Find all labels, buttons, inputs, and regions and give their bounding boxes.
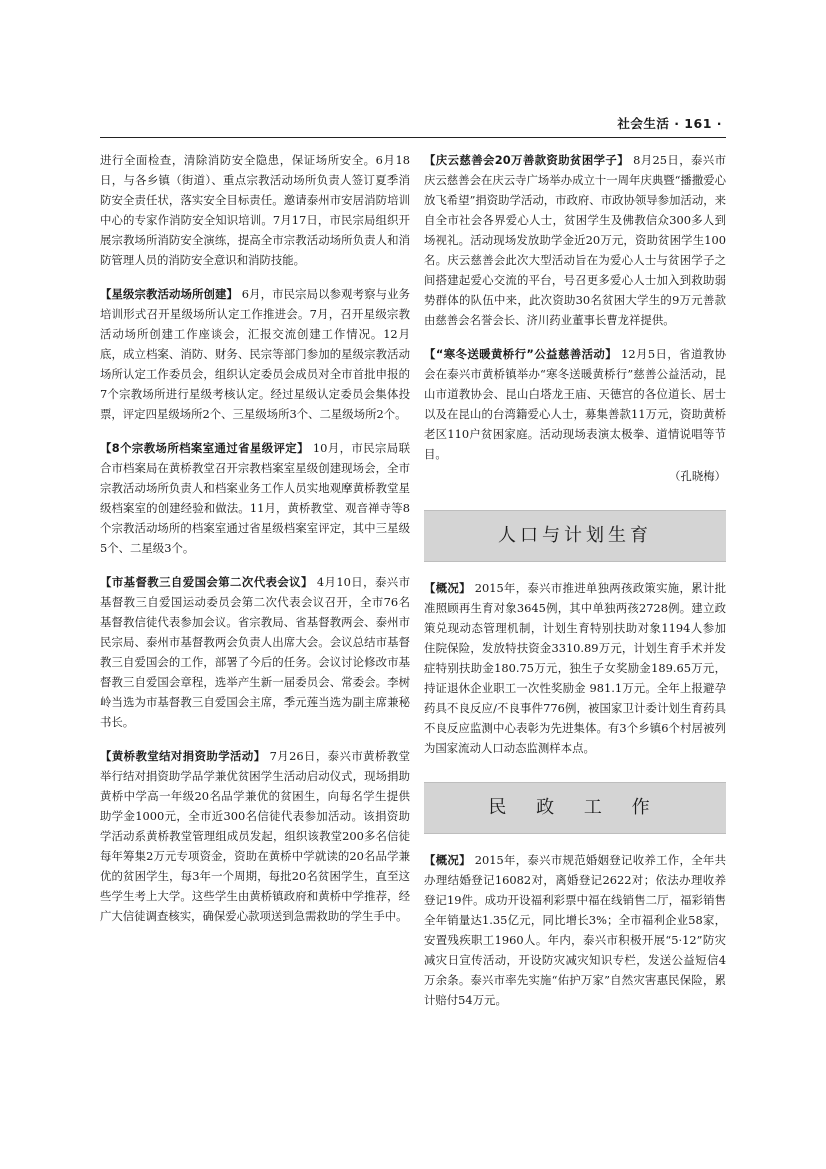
article-title: 【“寒冬送暖黄桥行”公益慈善活动】 [424, 347, 618, 361]
article-title: 【星级宗教活动场所创建】 [100, 287, 239, 301]
article-paragraph [424, 344, 726, 464]
article-text: 12月5日，省道教协会在泰兴市黄桥镇举办“寒冬送暖黄桥行”慈善公益活动，昆山市道教协会、昆山白塔龙王庙、天德宫的各位道长、居士以及在昆山的台湾籍爱心人士，募集善款11万元，资助黄桥老区110户贫困家庭。活动现场表演太极拳、道情说唱等节目。 [424, 347, 726, 461]
left-column [100, 150, 410, 926]
article-title: 【黄桥教堂结对捐资助学活动】 [100, 749, 266, 763]
article-title: 【8个宗教场所档案室通过省星级评定】 [100, 441, 309, 455]
article-text: 2015年，泰兴市推进单独两孩政策实施，累计批准照顾再生育对象3645例，其中单独两孩2728例。建立政策兑现动态管理机制，计划生育特别扶助对象1194人参加住院保险，发放特扶资金3310.89万元，计划生育手术并发症特别扶助金180.75万元，独生子女奖励金189.65万元，持证退休企业职工一次性奖励金 981.1万元。全年上报避孕药具不良反应/不良事件776例，被国家卫计委计划生育药具不良反应监测中心表彰为先进集体。有3个乡镇6个村居被列为国家流动人口动态监测样本点。 [424, 581, 726, 755]
article-paragraph [424, 150, 726, 330]
author-signature: （孔晓梅） [669, 469, 726, 483]
article-text: 10月，市民宗局联合市档案局在黄桥教堂召开宗教档案室星级创建现场会，全市宗教活动场所负责人和档案业务工作人员实地观摩黄桥教堂星级档案室的创建经验和做法。11月，黄桥教堂、观音禅寺等8个宗教活动场所的档案室通过省星级档案室评定，其中三星级5个、二星级3个。 [100, 441, 410, 555]
article-title: 【概况】 [424, 853, 471, 867]
section-heading-civil-affairs: 民 政 工 作 [424, 782, 726, 834]
article-text: 7月26日，泰兴市黄桥教堂举行结对捐资助学品学兼优贫困学生活动启动仪式，现场捐助黄桥中学高一年级20名品学兼优的贫困生，向每名学生提供助学金1000元，全市近300名信徒代表参加活动。该捐资助学活动系黄桥教堂管理组成员发起，组织该教堂200多名信徒每年筹集2万元专项资金，资助在黄桥中学就读的20名品学兼优的贫困学生，每3年一个周期，每批20名贫困学生，直至这些学生考上大学。这些学生由黄桥镇政府和黄桥中学推荐，经广大信徒调查核实，确保爱心款项送到急需救助的学生手中。 [100, 749, 410, 923]
article-title: 【庆云慈善会20万善款资助贫困学子】 [424, 153, 630, 167]
article-text: 8月25日，泰兴市庆云慈善会在庆云寺广场举办成立十一周年庆典暨“播撒爱心 放飞希望”捐资助学活动，市政府、市政协领导参加活动，来自全市社会各界爱心人士，贫困学生及佛教信众300多人到场视礼。活动现场发放助学金近20万元，资助贫困学生100名。庆云慈善会此次大型活动旨在为爱心人士与贫困学子之间搭建起爱心交流的平台，号召更多爱心人士加入到救助弱势群体的队伍中来，此次资助30名贫困大学生的9万元善款由慈善会名誉会长、济川药业董事长曹龙祥提供。 [424, 153, 726, 327]
article-paragraph [100, 284, 410, 424]
running-header [100, 112, 726, 136]
right-column [424, 150, 726, 1010]
article-text: 6月，市民宗局以参观考察与业务培训形式召开星级场所认定工作推进会。7月，召开星级宗教活动场所创建工作座谈会，汇报交流创建工作情况。12月底，成立档案、消防、财务、民宗等部门参加的星级宗教活动场所认定工作委员会，组织认定委员会成员对全市首批申报的7个宗教场所进行星级考核认定。经过星级认定委员会集体投票，评定四星级场所2个、三星级场所3个、二星级场所2个。 [100, 287, 410, 421]
article-paragraph [424, 850, 726, 1010]
header-rule [100, 137, 726, 138]
article-title: 【概况】 [424, 581, 471, 595]
article-paragraph [100, 746, 410, 926]
header-section-page: 社会生活 · 161 · [617, 116, 722, 131]
article-text: 2015年，泰兴市规范婚姻登记收养工作，全年共办理结婚登记16082对，离婚登记2622对；依法办理收养登记19件。成功开设福利彩票中福在线销售二厅，福彩销售全年销量达1.35亿元，同比增长3%；全市福利企业58家，安置残疾职工1960人。年内，泰兴市积极开展“5·12”防灾减灾日宣传活动，开设防灾减灾知识专栏，发送公益短信4万余条。泰兴市率先实施“佑护万家”自然灾害惠民保险，累计赔付54万元。 [424, 853, 726, 1007]
article-title: 【市基督教三自爱国会第二次代表会议】 [100, 575, 313, 589]
article-text: 4月10日，泰兴市基督教三自爱国运动委员会第二次代表会议召开，全市76名基督教信徒代表参加会议。省宗教局、省基督教两会、泰州市民宗局、泰州市基督教两会负责人出席大会。会议总结市基督教三自爱国会的工作，部署了今后的任务。会议讨论修改市基督教三自爱国会章程，选举产生新一届委员会、常委会。李树岭当选为市基督教三自爱国会主席，季元莲当选为副主席兼秘书长。 [100, 575, 410, 729]
article-paragraph [100, 150, 410, 270]
article-paragraph [424, 578, 726, 758]
article-text: 进行全面检查，清除消防安全隐患，保证场所安全。6月18日，与各乡镇（街道）、重点宗教活动场所负责人签订夏季消防安全责任状，落实安全目标责任。邀请泰州市安居消防培训中心的专家作消防安全知识培训。7月17日，市民宗局组织开展宗教场所消防安全演练，提高全市宗教活动场所负责人和消防管理人员的消防安全意识和消防技能。 [100, 153, 410, 267]
article-paragraph [100, 438, 410, 558]
article-paragraph [100, 572, 410, 732]
section-heading-population: 人口与计划生育 [424, 510, 726, 562]
